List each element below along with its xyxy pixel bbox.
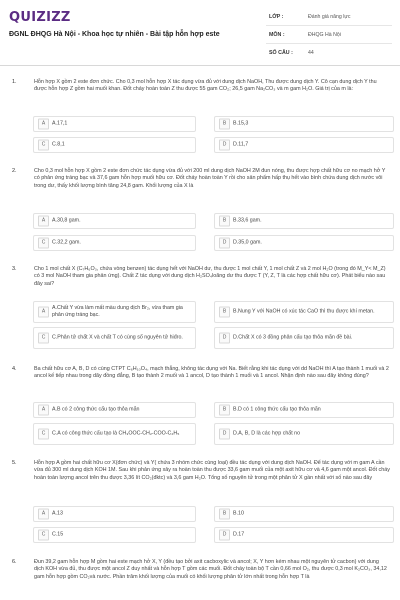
meta-label: MÔN : [269, 31, 285, 38]
option-text: A.13 [52, 510, 63, 517]
question-number: 6. [12, 559, 17, 565]
option-c[interactable] [33, 527, 196, 543]
option-text: D.17 [233, 531, 245, 538]
option-b[interactable] [214, 213, 394, 229]
meta-row-question-count [266, 44, 392, 61]
option-d[interactable] [214, 137, 394, 153]
option-letter: B [219, 119, 230, 130]
option-c[interactable] [33, 235, 196, 251]
option-letter: C [38, 140, 49, 151]
option-text: C.8,1 [52, 141, 65, 148]
header-divider [0, 65, 400, 66]
question-number: 1. [12, 79, 17, 85]
meta-row-subject [266, 26, 392, 44]
meta-row-class [266, 8, 392, 26]
option-text: C.15 [52, 531, 64, 538]
option-letter: C [38, 333, 49, 344]
question-text: Đun 39,2 gam hỗn hợp M gồm hai este mạch hở X, Y (đều tạo bởi axit cacboxylic và ancol; X, Y hơn kém nhau một nguyên tử cacbon) với dung dịch KOH vừa đủ, thu được một ancol Z duy nhất và hỗn hợp T gồm các muối. Đốt cháy toàn bộ T cần 0,66 mol O₂, thu được 0,3 mol K₂CO₃, 34,12 gam hỗn hợp gồm CO₂và nước. Phần trăm khối lượng của muối có khối lượng phân tử lớn nhất trong hỗn hợp T là [34, 559, 387, 580]
question-number: 4. [12, 366, 17, 372]
question-number: 3. [12, 266, 17, 272]
option-text: B.D có 1 công thức cấu tạo thỏa mãn [233, 406, 321, 413]
page-header [0, 0, 400, 62]
option-d[interactable] [214, 423, 394, 445]
option-a[interactable] [33, 402, 196, 418]
option-letter: C [38, 429, 49, 440]
option-letter: D [219, 429, 230, 440]
option-letter: A [38, 119, 49, 130]
option-text: A.Chất Y vừa làm mất màu dung dịch Br₂, vừa tham gia phản ứng tráng bạc. [52, 305, 183, 318]
option-text: C.Phân tử chất X và chất T có cùng số nguyên tử hiđro. [52, 334, 183, 341]
option-b[interactable] [214, 301, 394, 323]
meta-value: ĐHQG Hà Nội [308, 31, 341, 38]
option-text: B.10 [233, 510, 244, 517]
option-letter: D [219, 333, 230, 344]
option-b[interactable] [214, 506, 394, 522]
option-b[interactable] [214, 402, 394, 418]
option-letter: A [38, 405, 49, 416]
meta-value: 44 [308, 49, 314, 56]
meta-table [266, 8, 392, 61]
option-letter: C [38, 530, 49, 541]
document-title: ĐGNL ĐHQG Hà Nội - Khoa học tự nhiên - Bài tập hỗn hợp este [9, 31, 220, 38]
option-text: D.A, B, D là các hợp chất no [233, 430, 301, 437]
option-text: A.17,1 [52, 120, 68, 127]
question-text: Cho 1 mol chất X (C₇H₆O₃, chứa vòng benzen) tác dụng hết với NaOH dư, thu được 1 mol chất Y, 1 mol chất Z và 2 mol H₂O (trong đó M_Y< M_Z) có 3 mol NaOH tham gia phản ứng). Chất Z tác dụng với dung dịch H₂SO₄loãng dư thu được T (Y, Z, T là các hợp chất hữu cơ). Phát biểu nào sau đây sai? [34, 266, 386, 287]
option-text: A.30,8 gam. [52, 217, 81, 224]
option-d[interactable] [214, 235, 394, 251]
option-c[interactable] [33, 137, 196, 153]
option-text: D.11,7 [233, 141, 249, 148]
question-number: 5. [12, 460, 17, 466]
option-d[interactable] [214, 527, 394, 543]
option-d[interactable] [214, 327, 394, 349]
option-a[interactable] [33, 506, 196, 522]
option-letter: A [38, 216, 49, 227]
meta-value: Đánh giá năng lực [308, 13, 351, 20]
quizizz-logo: QUIZIZZ [9, 10, 71, 25]
option-text: B.33,6 gam. [233, 217, 262, 224]
option-text: B.Nung Y với NaOH có xúc tác CaO thì thu được khí metan. [233, 308, 375, 315]
option-text: D.35,0 gam. [233, 239, 262, 246]
option-c[interactable] [33, 327, 196, 349]
option-a[interactable] [33, 213, 196, 229]
meta-label: LỚP : [269, 13, 284, 20]
option-c[interactable] [33, 423, 196, 445]
option-a[interactable] [33, 301, 196, 323]
question-number: 2. [12, 168, 17, 174]
question-text: Hỗn hợp X gồm 2 este đơn chức. Cho 0,3 mol hỗn hợp X tác dụng vừa đủ với dung dịch NaOH, Thu được dung dịch Y. Cô cạn dung dịch Y thu được hỗn hợp Z gồm hai muối khan. Đốt cháy hoàn toàn Z thu được 55 gam CO₂; 26,5 gam Na₂CO₃ và m gam H₂O. Giá trị của m là: [34, 79, 377, 93]
option-letter: B [219, 509, 230, 520]
option-letter: A [38, 509, 49, 520]
option-letter: C [38, 238, 49, 249]
option-letter: D [219, 238, 230, 249]
option-letter: D [219, 530, 230, 541]
option-text: C.32,2 gam. [52, 239, 81, 246]
option-text: B.15,3 [233, 120, 249, 127]
option-text: A.B có 2 công thức cấu tạo thỏa mãn [52, 406, 140, 413]
question-text: Ba chất hữu cơ A, B, D có cùng CTPT C₆H₁₀O₄, mạch thẳng, không tác dụng với Na. Biết rằng khi tác dụng với dd NaOH thì A tạo thành 1 muối và 2 ancol kế tiếp nhau trong dãy đồng đẳng, B tạo thành 2 muối và 1 ancol, D tạo thành 1 muối và 1 ancol. Nhận định nào sau đây không đúng? [34, 366, 389, 380]
option-text: C.A có công thức cấu tạo là CH₃OOC-CH₂-COO-C₂H₅ [52, 430, 180, 437]
option-letter: B [219, 405, 230, 416]
option-letter: D [219, 140, 230, 151]
option-letter: B [219, 216, 230, 227]
option-b[interactable] [214, 116, 394, 132]
option-letter: B [219, 307, 230, 318]
question-text: Hỗn hợp A gồm hai chất hữu cơ X(đơn chức) và Y( chứa 3 nhóm chức cùng loại) đều tác dụng với dung dịch NaOH. Để tác dụng với m gam A cần vừa đủ 300 ml dung dịch KOH 1M. Sau khi phản ứng xảy ra hoàn toàn thu được 33,6 gam muối của một axit hữu cơ và 4,6 gam một ancol. Đốt cháy hoàn toàn lượng ancol trên thu được 3,36 lít CO₂(đktc) và 3,6 gam H₂O. Tổng số nguyên tử trong một phân tử X gần nhất với số nào sau đây [34, 460, 390, 481]
meta-label: SỐ CÂU : [269, 49, 293, 56]
option-letter: A [38, 307, 49, 318]
question-text: Cho 0,3 mol hỗn hợp X gồm 2 este đơn chức tác dụng vừa đủ với 200 ml dung dịch NaOH 2M đun nóng, thu được hợp chất hữu cơ no mạch hở Y có phản ứng tráng bạc và 37,6 gam hỗn hợp muối hữu cơ. Đốt cháy hoàn toàn Y rồi cho sản phẩm hấp thụ hết vào bình chứa dung dịch nước vôi trong dư, thấy khối lượng bình tăng 24,8 gam. Khối lượng của X là [34, 168, 386, 189]
option-a[interactable] [33, 116, 196, 132]
option-text: D.Chất X có 3 đồng phân cấu tạo thỏa mãn đề bài. [233, 334, 353, 341]
